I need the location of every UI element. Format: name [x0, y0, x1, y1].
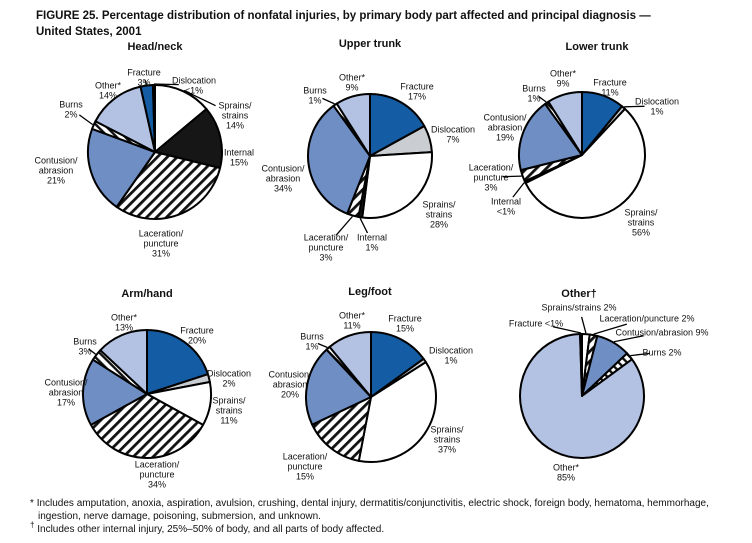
- pie-chart-other: [478, 283, 752, 498]
- chart-title-other: Other†: [561, 288, 597, 300]
- slice-label-other: Other* 85%: [552, 462, 580, 483]
- chart-title-lower-trunk: Lower trunk: [565, 41, 629, 53]
- slice-label-laceration-puncture: Laceration/ puncture 15%: [282, 451, 328, 482]
- slice-label-sprains-strains: Sprains/ strains 28%: [422, 199, 456, 230]
- label-leader-internal: [513, 183, 524, 198]
- slice-label-internal: Internal <1%: [490, 196, 522, 217]
- slice-label-dislocation: Dislocation <1%: [171, 75, 217, 96]
- footnote-dagger: [30, 520, 736, 536]
- slice-label-fracture: Fracture 11%: [593, 77, 627, 98]
- slice-label-contusion-abrasion: Contusion/ abrasion 20%: [268, 369, 312, 400]
- chart-title-arm-hand: Arm/hand: [121, 288, 173, 300]
- slice-label-dislocation: Dislocation 1%: [634, 96, 680, 117]
- label-leader-burns: [322, 98, 334, 104]
- slice-label-contusion-abrasion: Contusion/abrasion 9%: [615, 327, 709, 338]
- chart-title-head-neck: Head/neck: [127, 41, 183, 53]
- chart-title-upper-trunk: Upper trunk: [338, 38, 402, 50]
- slice-label-internal: Internal 15%: [223, 147, 255, 168]
- slice-label-laceration-puncture: Laceration/ puncture 31%: [138, 228, 184, 259]
- slice-label-burns: Burns 2%: [59, 99, 83, 120]
- pie-chart-lower-trunk: [460, 35, 752, 275]
- slice-label-contusion-abrasion: Contusion/ abrasion 21%: [34, 155, 78, 186]
- label-leader-burns: [318, 344, 328, 348]
- slice-label-burns: Burns 3%: [73, 336, 97, 357]
- slice-label-dislocation: Dislocation 1%: [428, 345, 474, 366]
- footnote-dagger-symbol: †: [30, 520, 35, 530]
- slice-label-other: Other* 14%: [94, 80, 122, 101]
- slice-label-fracture: Fracture 17%: [400, 81, 434, 102]
- slice-label-laceration-puncture: Laceration/ puncture 3%: [303, 232, 349, 263]
- slice-label-other: Other* 13%: [110, 312, 138, 333]
- slice-label-contusion-abrasion: Contusion/ abrasion 19%: [483, 112, 527, 143]
- slice-label-fracture: Fracture <1%: [508, 318, 564, 329]
- footnote-star-symbol: *: [30, 498, 34, 509]
- footnote-star: [30, 497, 736, 523]
- chart-title-leg-foot: Leg/foot: [348, 286, 392, 298]
- slice-label-burns: Burns 1%: [303, 85, 327, 106]
- slice-label-burns: Burns 1%: [300, 331, 324, 352]
- slice-label-laceration-puncture: Laceration/ puncture 3%: [468, 162, 514, 193]
- slice-label-internal: Internal 1%: [356, 232, 388, 253]
- slice-label-other: Other* 9%: [338, 72, 366, 93]
- slice-label-burns: Burns 1%: [522, 83, 546, 104]
- slice-label-fracture: Fracture 15%: [388, 313, 422, 334]
- footnotes: [30, 497, 736, 536]
- slice-label-fracture: Fracture 3%: [127, 67, 161, 88]
- pie-chart-leg-foot: [258, 283, 508, 498]
- slice-label-burns: Burns 2%: [642, 347, 682, 358]
- figure-title-line2: United States, 2001: [36, 26, 142, 38]
- label-leader-sprains-strains: [582, 317, 586, 333]
- slice-label-other: Other* 11%: [338, 310, 366, 331]
- label-leader-burns: [79, 115, 92, 125]
- label-leader-internal: [360, 218, 367, 233]
- slice-label-sprains-strains: Sprains/ strains 14%: [218, 100, 252, 131]
- pie-chart-arm-hand: [28, 283, 278, 498]
- slice-label-dislocation: Dislocation 7%: [430, 124, 476, 145]
- footnote-star-text: Includes amputation, anoxia, aspiration, avulsion, crushing, dental injury, dermatitis/conjunctivitis, electric shock, foreign body, hematoma, hemmorhage, ingestion, nerve damage, poisoning, submersion, and unknown.: [36, 498, 709, 522]
- slice-label-sprains-strains: Sprains/ strains 37%: [430, 424, 464, 455]
- slice-label-laceration-puncture: Laceration/ puncture 34%: [134, 459, 180, 490]
- pie-chart-head-neck: [30, 35, 280, 275]
- slice-label-dislocation: Dislocation 2%: [206, 368, 252, 389]
- slice-label-fracture: Fracture 20%: [180, 325, 214, 346]
- slice-label-laceration-puncture: Laceration/puncture 2%: [599, 313, 695, 324]
- figure-title-line1: FIGURE 25. Percentage distribution of nonfatal injuries, by primary body part affected and principal diagnosis —: [36, 10, 651, 22]
- slice-label-other: Other* 9%: [549, 68, 577, 89]
- footnote-dagger-text: Includes other internal injury, 25%–50% of body, and all parts of body affected.: [37, 524, 385, 535]
- slice-label-sprains-strains: Sprains/ strains 56%: [624, 207, 658, 238]
- slice-label-contusion-abrasion: Contusion/ abrasion 17%: [44, 377, 88, 408]
- slice-label-contusion-abrasion: Contusion/ abrasion 34%: [261, 163, 305, 194]
- slice-label-sprains-strains: Sprains/strains 2%: [541, 302, 617, 313]
- slice-label-sprains-strains: Sprains/ strains 11%: [212, 395, 246, 426]
